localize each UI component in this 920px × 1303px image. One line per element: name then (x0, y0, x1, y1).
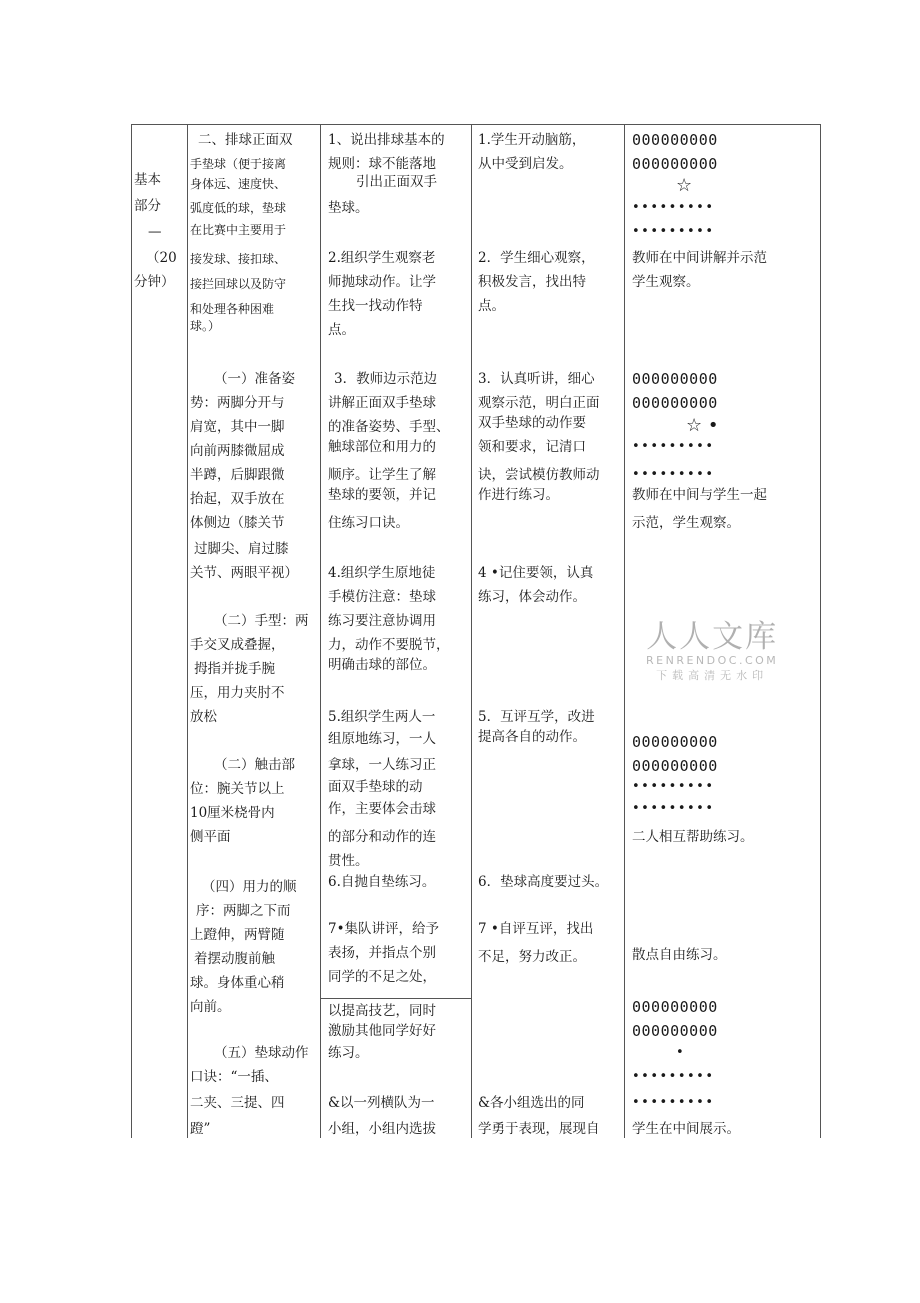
student-line: 诀，尝试模仿教师动 (478, 467, 600, 483)
formation-dots: ••••••••• (632, 1069, 715, 1084)
formation-note: 二人相互帮助练习。 (632, 829, 754, 845)
section-label-line: 分钟） (134, 274, 175, 290)
teacher-line: 6.自抛自垫练习。 (328, 874, 436, 890)
content-line: 上蹬伸，两臂随 (190, 927, 285, 943)
formation-note: 教师在中间与学生一起 (632, 487, 767, 503)
content-line: 手交叉成叠握， (190, 637, 285, 653)
teacher-line: 力，动作不要脱节， (328, 637, 450, 653)
student-line: 观察示范，明白正面 (478, 395, 600, 411)
teacher-line: 的准备姿势、手型、 (328, 419, 450, 435)
content-line: 身体远、速度快、 (190, 177, 287, 191)
student-line: 双手垫球的动作要 (478, 415, 586, 431)
content-line: 关节、两眼平视） (190, 565, 298, 581)
content-line: 和处理各种困难 (190, 302, 275, 316)
table-top-border (131, 124, 821, 125)
teacher-line: 3．教师边示范边 (334, 371, 438, 387)
teacher-line: 练习要注意协调用 (328, 613, 436, 629)
teacher-line: 的部分和动作的连 (328, 829, 436, 845)
content-line: 球。身体重心稍 (190, 975, 285, 991)
content-line: 球。） (190, 319, 221, 333)
watermark-tagline: 下载高清无水印 (656, 669, 769, 682)
student-line: &各小组选出的同 (478, 1095, 585, 1111)
content-line: 二、排球正面双 (198, 132, 293, 148)
section-label-line: 部分 (134, 198, 161, 214)
student-line: 4 •记住要领，认真 (478, 565, 594, 581)
teacher-line: 练习。 (328, 1045, 369, 1061)
formation-dots: ••••••••• (632, 439, 715, 454)
formation-dots: ••••••••• (632, 1095, 715, 1110)
teacher-line: 规则：球不能落地 (328, 156, 436, 172)
teacher-line: 拿球，一人练习正 (328, 757, 436, 773)
teacher-line: 贯性。 (328, 853, 369, 869)
formation-dots: ••••••••• (632, 200, 715, 215)
column-divider-4 (624, 124, 625, 1138)
section-label-line: （20 (146, 250, 177, 266)
column-divider-2 (320, 124, 321, 1138)
content-line: 位：腕关节以上 (190, 781, 285, 797)
column-divider-1 (187, 124, 188, 1138)
teacher-line: 引出正面双手 (356, 174, 437, 190)
content-line: 口诀：“一插、 (190, 1069, 278, 1085)
content-line: 接发球、接扣球、 (190, 252, 287, 266)
formation-row: 000000000 (632, 998, 718, 1016)
watermark (646, 620, 778, 684)
teacher-line: 点。 (328, 322, 355, 338)
content-line: 手垫球（便于接离 (190, 157, 287, 171)
teacher-line: 7•集队讲评，给予 (328, 921, 440, 937)
student-line: 3．认真听讲，细心 (478, 371, 595, 387)
formation-dots: ••••••••• (632, 801, 715, 816)
formation-dots: • (676, 1045, 686, 1060)
teacher-line: 垫球。 (328, 200, 369, 216)
formation-row: 000000000 (632, 155, 718, 170)
teacher-line: 师抛球动作。让学 (328, 274, 436, 290)
student-line: 领和要求，记清口 (478, 439, 586, 455)
content-line: 蹬” (190, 1121, 211, 1137)
content-line: （二）手型：两 (214, 613, 309, 629)
teacher-line: &以一列横队为一 (328, 1095, 435, 1111)
formation-note: 教师在中间讲解并示范 (632, 250, 767, 266)
content-line: 肩宽，其中一脚 (190, 419, 285, 435)
content-line: 侧平面 (190, 829, 231, 845)
student-line: 5．互评互学，改进 (478, 709, 595, 725)
teacher-line: 4.组织学生原地徒 (328, 565, 436, 581)
teacher-line: 触球部位和用力的 (328, 439, 436, 455)
teacher-line: 5.组织学生两人一 (328, 709, 436, 725)
formation-dots: ••••••••• (632, 224, 715, 239)
formation-row: 000000000 (632, 370, 718, 388)
content-line: 势：两脚分开与 (190, 395, 285, 411)
teacher-line: 激励其他同学好好 (328, 1023, 436, 1039)
teacher-line: 讲解正面双手垫球 (328, 395, 436, 411)
student-line: 提高各自的动作。 (478, 729, 586, 745)
teacher-star-icon: ☆ • (686, 415, 719, 436)
content-line: 10厘米桡骨内 (190, 805, 275, 821)
formation-row: 000000000 (632, 131, 718, 149)
student-line: 6．垫球高度要过头。 (478, 874, 609, 890)
teacher-line: 小组，小组内选拔 (328, 1121, 436, 1137)
student-line: 积极发言，找出特 (478, 274, 586, 290)
watermark-url: RENRENDOC.COM (646, 654, 779, 667)
teacher-line: 作，主要体会击球 (328, 801, 436, 817)
section-label-line: 基本 (134, 172, 161, 188)
student-line: 2．学生细心观察， (478, 250, 595, 266)
teacher-line: 垫球的要领，并记 (328, 487, 436, 503)
teacher-line: 同学的不足之处， (328, 969, 436, 985)
content-line: 放松 (190, 709, 217, 725)
content-line: （二）触击部 (214, 757, 295, 773)
content-line: 过脚尖、肩过膝 (194, 541, 289, 557)
formation-row: 000000000 (632, 733, 718, 751)
teacher-line: 面双手垫球的动 (328, 779, 423, 795)
teacher-line: 住练习口诀。 (328, 515, 409, 531)
content-line: 拇指并拢手腕 (194, 661, 275, 677)
formation-note: 示范，学生观察。 (632, 515, 740, 531)
content-line: 抬起，双手放在 (190, 491, 285, 507)
student-line: 点。 (478, 298, 505, 314)
teacher-line: 2.组织学生观察老 (328, 250, 436, 266)
student-line: 学勇于表现，展现自 (478, 1121, 600, 1137)
section-label-line: — (148, 224, 162, 240)
student-line: 作进行练习。 (478, 487, 559, 503)
teacher-line: 手模仿注意：垫球 (328, 589, 436, 605)
table-left-border (131, 124, 132, 1138)
formation-dots: ••••••••• (632, 779, 715, 794)
student-line: 1.学生开动脑筋， (478, 132, 586, 148)
content-line: 在比赛中主要用于 (190, 223, 287, 237)
formation-note: 散点自由练习。 (632, 947, 727, 963)
formation-row: 000000000 (632, 757, 718, 775)
teacher-line: 明确击球的部位。 (328, 657, 436, 673)
content-line: 体侧边（膝关节 (190, 515, 285, 531)
student-line: 7 •自评互评，找出 (478, 921, 594, 937)
teacher-line: 顺序。让学生了解 (328, 467, 436, 483)
student-line: 从中受到启发。 (478, 156, 573, 172)
content-line: （四）用力的顺 (202, 879, 297, 895)
content-line: 序：两脚之下而 (196, 903, 291, 919)
teacher-line: 以提高技艺，同时 (328, 1003, 436, 1019)
formation-note: 学生观察。 (632, 274, 700, 290)
formation-row: 000000000 (632, 1022, 718, 1040)
teacher-line: 生找一找动作特 (328, 298, 423, 314)
content-line: 接拦回球以及防守 (190, 277, 287, 291)
teacher-line: 1、说出排球基本的 (328, 132, 445, 148)
content-line: 压，用力夹肘不 (190, 685, 285, 701)
teacher-line: 组原地练习，一人 (328, 731, 436, 747)
column-divider-3 (471, 124, 472, 1138)
content-line: 着摆动腹前触 (194, 951, 275, 967)
table-right-border (820, 124, 821, 1138)
teacher-line: 表扬，并指点个别 (328, 945, 436, 961)
content-line: 半蹲，后脚跟微 (190, 467, 285, 483)
formation-note: 学生在中间展示。 (632, 1121, 740, 1137)
teacher-star-icon: ☆ (676, 175, 693, 196)
content-line: 弧度低的球，垫球 (190, 201, 287, 215)
student-line: 练习，体会动作。 (478, 589, 586, 605)
content-line: 向前。 (190, 999, 231, 1015)
watermark-title: 人人文库 (646, 619, 779, 655)
content-line: 二夹、三提、四 (190, 1095, 285, 1111)
formation-dots: ••••••••• (632, 467, 715, 482)
formation-row: 000000000 (632, 394, 718, 412)
content-line: （一）准备姿 (214, 371, 295, 387)
content-line: 向前两膝微屈成 (190, 443, 285, 459)
content-line: （五）垫球动作 (214, 1045, 309, 1061)
student-line: 不足，努力改正。 (478, 949, 586, 965)
